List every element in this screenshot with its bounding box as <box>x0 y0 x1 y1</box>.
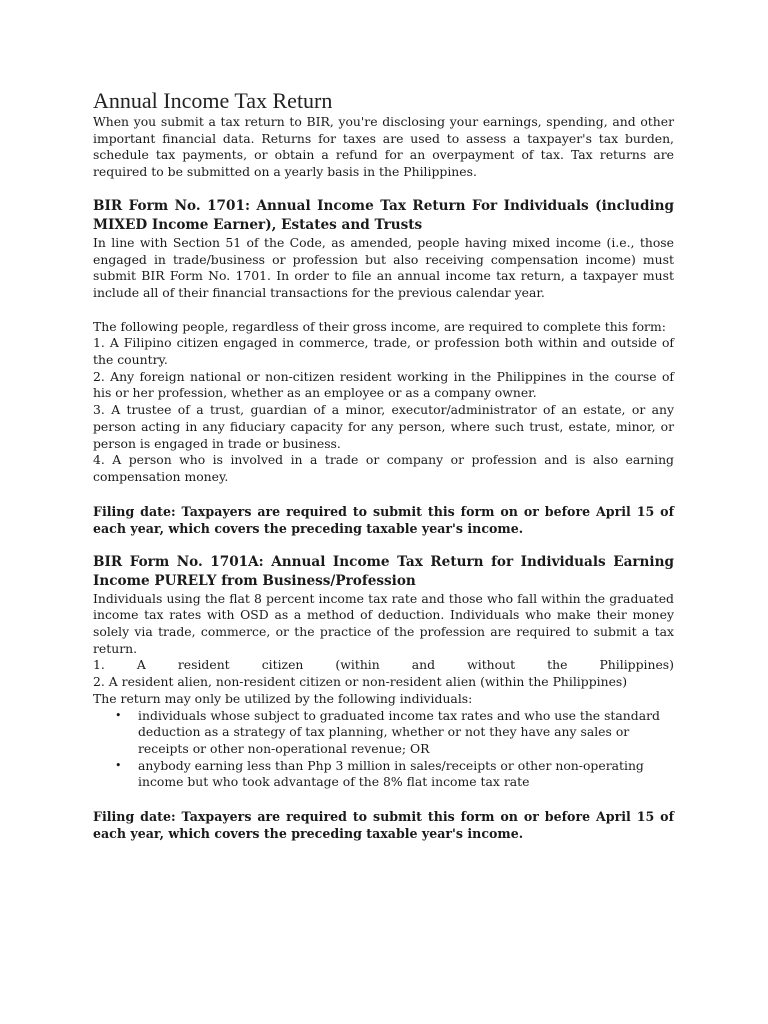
section-1701-item-3: 3. A trustee of a trust, guardian of a minor, executor/administrator of an estate, or any person acting in any fiduciary capacity for any person, where such trust, estate, minor, or person is engaged in trade or business. <box>93 402 674 451</box>
intro-paragraph: When you submit a tax return to BIR, you're disclosing your earnings, spending, and other important financial data. Returns for taxes are used to assess a taxpayer's tax burden, schedule tax payments, or obtain a refund for an overpayment of tax. Tax returns are required to be submitted on a yearly basis in the Philippines. <box>93 114 674 180</box>
spacer <box>93 486 674 503</box>
section-1701a-bullets-intro: The return may only be utilized by the following individuals: <box>93 690 473 706</box>
section-1701a-bullet-list <box>93 708 674 792</box>
section-1701a-item-2: 2. A resident alien, non-resident citizen or non-resident alien (within the Philippines) <box>93 674 628 690</box>
bullet-text: individuals whose subject to graduated income tax rates and who use the standard deduction as a strategy of tax planning, whether or not they have any sales or receipts or other non-operational revenue; OR <box>138 707 660 756</box>
section-1701-list-intro: The following people, regardless of their gross income, are required to complete this form: <box>93 318 666 334</box>
section-1701-item-4: 4. A person who is involved in a trade or company or profession and is also earning compensation money. <box>93 452 674 484</box>
section-1701-heading: BIR Form No. 1701: Annual Income Tax Return For Individuals (including MIXED Income Earner), Estates and Trusts <box>93 197 674 233</box>
bullet-text: anybody earning less than Php 3 million in sales/receipts or other non-operating income but who took advantage of the 8% flat income tax rate <box>138 757 644 790</box>
section-1701a-filing-date: Filing date: Taxpayers are required to submit this form on or before April 15 of each year, which covers the preceding taxable year's income. <box>93 809 674 842</box>
section-1701-filing-date: Filing date: Taxpayers are required to submit this form on or before April 15 of each year, which covers the preceding taxable year's income. <box>93 503 674 536</box>
spacer <box>93 302 674 319</box>
spacer <box>93 791 674 808</box>
section-1701-item-2: 2. Any foreign national or non-citizen resident working in the Philippines in the course of his or her profession, whether as an employee or as a company owner. <box>93 368 674 401</box>
section-1701a-paragraph: Individuals using the flat 8 percent income tax rate and those who fall within the graduated income tax rates with OSD as a method of deduction. Individuals who make their money solely via trade, commerce, or the practice of the profession are required to submit a tax return. <box>93 590 674 656</box>
bullet-item <box>115 707 674 758</box>
bullet-glyph: • <box>115 758 122 772</box>
section-1701a-heading: BIR Form No. 1701A: Annual Income Tax Return for Individuals Earning Income PURELY from Business/Profession <box>93 553 674 589</box>
section-1701-item-1: 1. A Filipino citizen engaged in commerce, trade, or profession both within and outside of the country. <box>93 335 674 368</box>
section-1701a-item-1: 1. A resident citizen (within and without the Philippines) <box>93 657 674 673</box>
document-title: Annual Income Tax Return <box>93 88 333 113</box>
bullet-glyph: • <box>115 708 122 722</box>
section-1701-paragraph: In line with Section 51 of the Code, as amended, people having mixed income (i.e., those engaged in trade/business or profession but also receiving compensation income) must submit BIR Form No. 1701. In order to file an annual income tax return, a taxpayer must include all of their financial transactions for the previous calendar year. <box>93 234 674 300</box>
bullet-item <box>115 757 674 791</box>
